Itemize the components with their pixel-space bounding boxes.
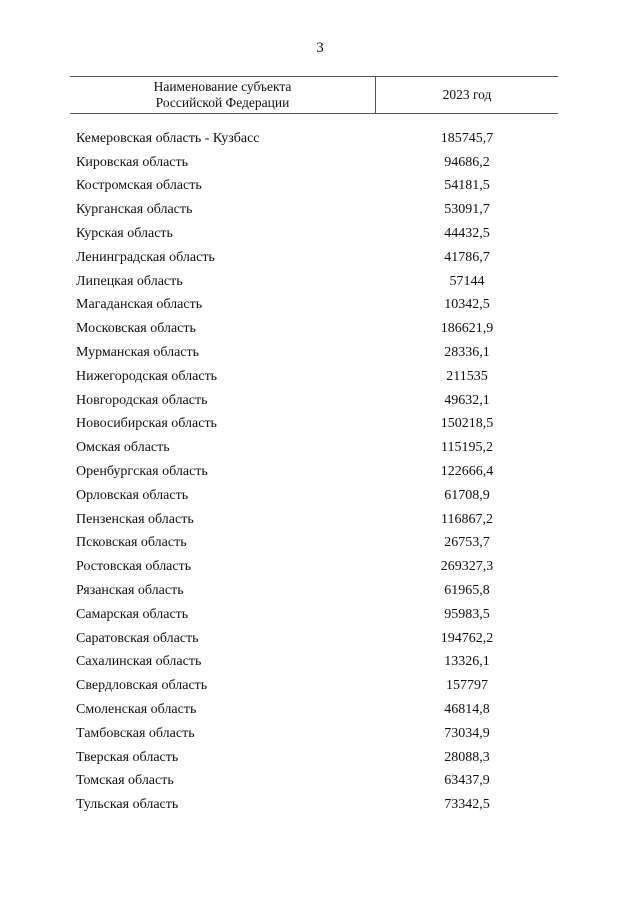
- row-value: 186621,9: [440, 321, 494, 337]
- row-value: 54181,5: [444, 178, 490, 194]
- row-subject-name: Орловская область: [76, 487, 189, 503]
- row-value: 44432,5: [444, 226, 490, 242]
- page-number: 3: [316, 40, 324, 56]
- row-subject-name: Тамбовская область: [76, 725, 195, 741]
- row-value: 61965,8: [444, 583, 490, 599]
- table-row: [76, 698, 558, 722]
- row-subject-name: Нижегородская область: [76, 368, 218, 384]
- table-row: [76, 793, 558, 817]
- row-value: 157797: [446, 678, 488, 694]
- table-row: [76, 246, 558, 270]
- row-subject-name: Томская область: [76, 773, 174, 789]
- table-row: [76, 365, 558, 389]
- row-value: 63437,9: [444, 773, 490, 789]
- row-value: 122666,4: [440, 464, 494, 480]
- row-value: 13326,1: [444, 654, 490, 670]
- table-row: [76, 722, 558, 746]
- row-subject-name: Костромская область: [76, 178, 202, 194]
- table-row: [76, 175, 558, 199]
- row-subject-name: Курская область: [76, 226, 173, 242]
- table-row: [76, 460, 558, 484]
- row-value: 73034,9: [444, 725, 490, 741]
- row-value: 10342,5: [444, 297, 490, 313]
- table-row: [76, 746, 558, 770]
- row-value: 53091,7: [444, 202, 490, 218]
- table-row: [76, 413, 558, 437]
- row-subject-name: Псковская область: [76, 535, 187, 551]
- row-subject-name: Мурманская область: [76, 345, 200, 361]
- row-value: 26753,7: [444, 535, 490, 551]
- table-row: [76, 770, 558, 794]
- row-value: 61708,9: [444, 487, 490, 503]
- row-value: 46814,8: [444, 702, 490, 718]
- header-year: 2023 год: [442, 87, 492, 102]
- row-subject-name: Тульская область: [76, 797, 179, 813]
- row-subject-name: Рязанская область: [76, 583, 184, 599]
- row-value: 150218,5: [440, 416, 494, 432]
- table-row: [76, 151, 558, 175]
- table-row: [76, 198, 558, 222]
- row-value: 41786,7: [444, 249, 490, 265]
- table-row: [76, 651, 558, 675]
- table-row: [76, 341, 558, 365]
- row-value: 28336,1: [444, 345, 490, 361]
- table-row: [76, 627, 558, 651]
- row-subject-name: Омская область: [76, 440, 170, 456]
- table-row: [76, 317, 558, 341]
- table-row: [76, 674, 558, 698]
- row-value: 95983,5: [444, 606, 490, 622]
- row-value: 116867,2: [441, 511, 493, 527]
- row-subject-name: Оренбургская область: [76, 464, 208, 480]
- table-row: [76, 555, 558, 579]
- table-row: [76, 508, 558, 532]
- row-subject-name: Ленинградская область: [76, 249, 215, 265]
- row-value: 94686,2: [444, 154, 490, 170]
- row-subject-name: Кировская область: [76, 154, 189, 170]
- table-row: [76, 127, 558, 151]
- row-subject-name: Самарская область: [76, 606, 189, 622]
- header-subject-name: [70, 77, 376, 113]
- row-subject-name: Московская область: [76, 321, 196, 337]
- row-subject-name: Липецкая область: [76, 273, 183, 289]
- row-subject-name: Ростовская область: [76, 559, 192, 575]
- row-subject-name: Магаданская область: [76, 297, 203, 313]
- table-row: [76, 294, 558, 318]
- row-subject-name: Свердловская область: [76, 678, 208, 694]
- table-row: [76, 270, 558, 294]
- row-subject-name: Тверская область: [76, 749, 179, 765]
- row-subject-name: Новгородская область: [76, 392, 208, 408]
- row-value: 73342,5: [444, 797, 490, 813]
- row-value: 115195,2: [441, 440, 493, 456]
- row-value: 211535: [446, 368, 488, 384]
- row-value: 269327,3: [440, 559, 494, 575]
- row-subject-name: Новосибирская область: [76, 416, 217, 432]
- row-subject-name: Курганская область: [76, 202, 193, 218]
- table-row: [76, 389, 558, 413]
- table-row: [76, 579, 558, 603]
- row-value: 194762,2: [440, 630, 494, 646]
- row-subject-name: Сахалинская область: [76, 654, 202, 670]
- table-row: [76, 603, 558, 627]
- row-subject-name: Кемеровская область - Кузбасс: [76, 130, 260, 146]
- row-subject-name: Смоленская область: [76, 702, 197, 718]
- table-body: [76, 127, 558, 817]
- header-subject-line2: Российской Федерации: [155, 95, 290, 110]
- header-subject-line1: Наименование субъекта: [153, 79, 292, 94]
- row-subject-name: Пензенская область: [76, 511, 194, 527]
- table-row: [76, 484, 558, 508]
- table-row: [76, 222, 558, 246]
- row-subject-name: Саратовская область: [76, 630, 199, 646]
- row-value: 185745,7: [440, 130, 494, 146]
- row-value: 28088,3: [444, 749, 490, 765]
- table-row: [76, 436, 558, 460]
- row-value: 49632,1: [444, 392, 490, 408]
- table-header: [70, 76, 558, 114]
- row-value: 57144: [449, 273, 485, 289]
- table-row: [76, 532, 558, 556]
